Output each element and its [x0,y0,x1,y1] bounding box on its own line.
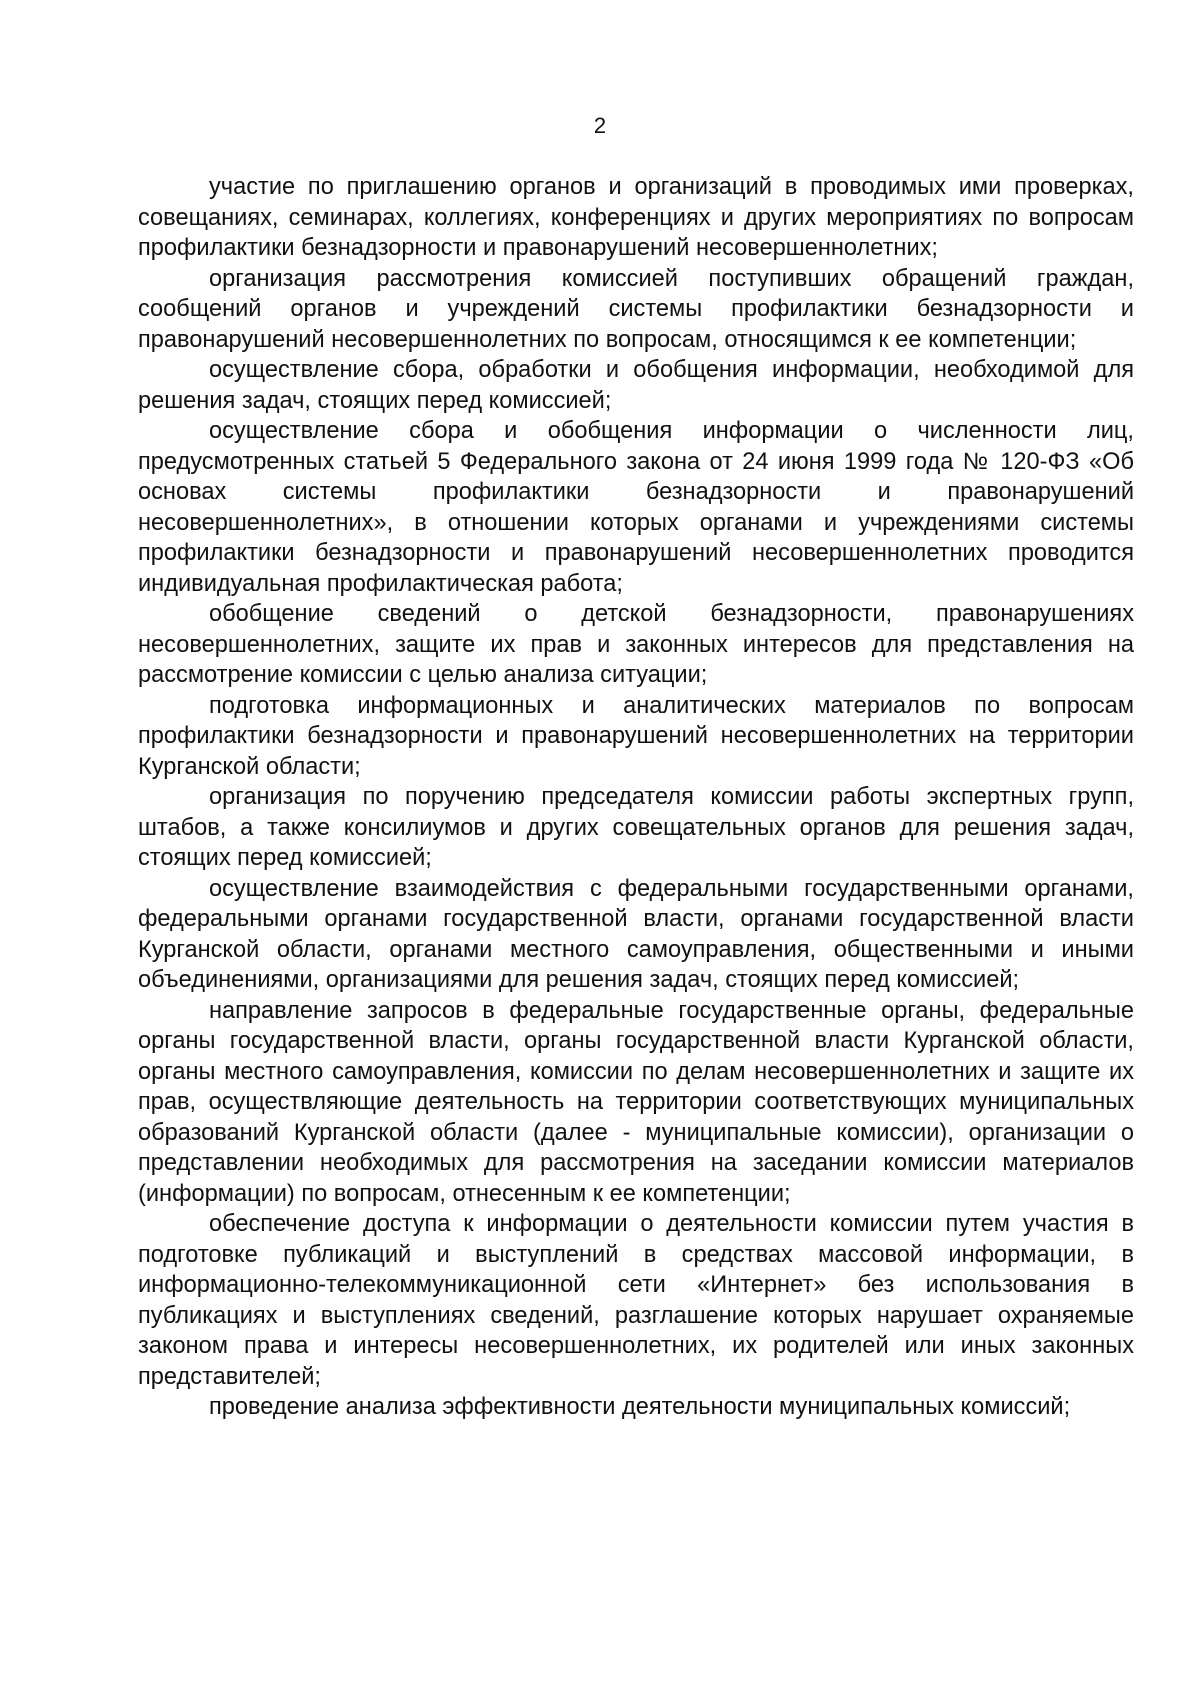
paragraph-neglect-summary: обобщение сведений о детской безнадзорности, правонарушениях несовершеннолетних, защите их прав и законных интересов для представления на рассмотрение комиссии с целью анализа ситуации; [138,601,1134,688]
paragraph-interaction: осуществление взаимодействия с федеральными государственными органами, федеральными органами государственной власти, органами государственной власти Курганской области, органами местного самоуправления, общественными и иными объединениями, организациями для решения задач, стоящих перед комиссией; [138,875,1134,993]
paragraph-analytical-materials: подготовка информационных и аналитических материалов по вопросам профилактики безнадзорности и правонарушений несовершеннолетних на территории Курганской области; [138,692,1134,780]
paragraph-appeals: организация рассмотрения комиссией поступивших обращений граждан, сообщений органов и учреждений системы профилактики безнадзорности и правонарушений несовершеннолетних по вопросам, относящимся к ее компетенции; [138,265,1134,353]
paragraph-requests: направление запросов в федеральные государственные органы, федеральные органы государственной власти, органы государственной власти Курганской области, органы местного самоуправления, комиссии по делам несовершеннолетних и защите их прав, осуществляющие деятельность на территории соответствующих муниципальных образований Курганской области (далее - муниципальные комиссии), организации о представлении необходимых для рассмотрения на заседании комиссии материалов (информации) по вопросам, отнесенным к ее компетенции; [138,997,1134,1207]
paragraph-information-access: обеспечение доступа к информации о деятельности комиссии путем участия в подготовке публикаций и выступлений в средствах массовой информации, в информационно-телекоммуникационной сети «Интернет» без использования в публикациях и выступлениях сведений, разглашение которых нарушает охраняемые законом права и интересы несовершеннолетних, их родителей или иных законных представителей; [138,1211,1134,1390]
paragraph-information-collection: осуществление сбора, обработки и обобщения информации, необходимой для решения задач, стоящих перед комиссией; [138,357,1134,414]
document-body [138,172,1134,1423]
paragraph-headcount-information: осуществление сбора и обобщения информации о численности лиц, предусмотренных статьей 5 Федерального закона от 24 июня 1999 года № 120-ФЗ «Об основах системы профилактики безнадзорности и правонарушений несовершеннолетних», в отношении которых органами и учреждениями системы профилактики безнадзорности и правонарушений несовершеннолетних проводится индивидуальная профилактическая работа; [138,418,1134,597]
paragraph-efficiency-analysis: проведение анализа эффективности деятельности муниципальных комиссий; [209,1394,1071,1420]
paragraph-expert-groups: организация по поручению председателя комиссии работы экспертных групп, штабов, а также консилиумов и других совещательных органов для решения задач, стоящих перед комиссией; [138,784,1134,871]
page-number: 2 [593,113,607,138]
paragraph-participation: участие по приглашению органов и организаций в проводимых ими проверках, совещаниях, семинарах, коллегиях, конференциях и других мероприятиях по вопросам профилактики безнадзорности и правонарушений несовершеннолетних; [138,174,1134,261]
